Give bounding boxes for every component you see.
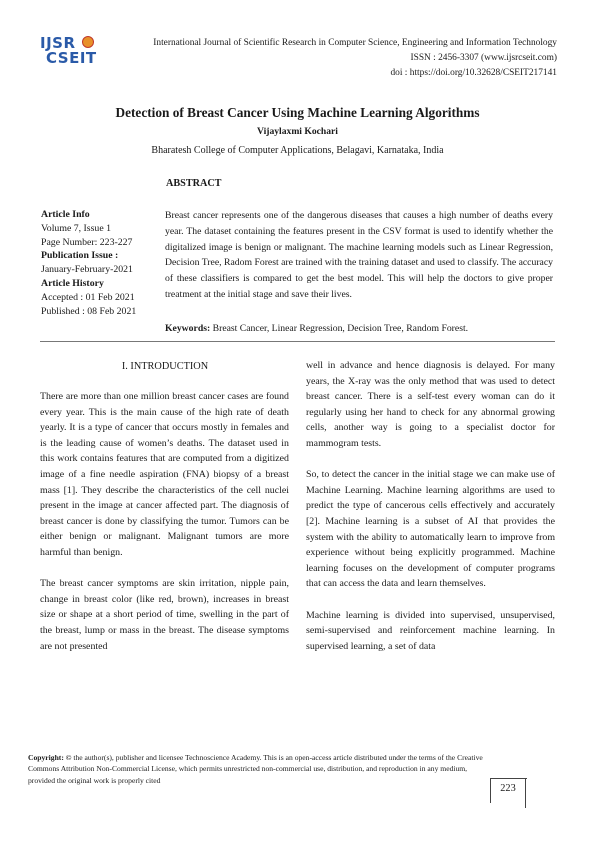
copyright-label: Copyright: © [28,753,72,762]
paper-affiliation: Bharatesh College of Computer Applications, Belagavi, Karnataka, India [151,145,444,156]
journal-header [97,36,557,81]
copyright-text: the author(s), publisher and licensee Technoscience Academy. This is an open-access article distributed under the terms of the Creative Commons Attribution Non-Commercial License, which permits unrestricted non-commercial use, distribution, and reproduction in any medium, provided the original work is properly cited [28,753,483,785]
copyright-notice [28,752,488,786]
article-info-heading: Article Info [41,209,90,220]
logo-text-bottom: CSEIT [46,49,97,67]
keywords [165,322,553,336]
intro-paragraph: The breast cancer symptoms are skin irritation, nipple pain, change in breast color (like red, brown), increases in breast size or shape at a short period of time, swelling in the part of the breast, lump or mass in the breast. The disease symptoms are not presented [40,578,289,652]
intro-paragraph: well in advance and hence diagnosis is delayed. For many years, the X-ray was the only method that was used to detect breast cancer. There is a self-test every woman can do it regularly using her hand to check for any abnormal growing cells, another way is going to a specialist doctor for mammogram tests. [306,360,555,449]
intro-paragraph: So, to detect the cancer in the initial stage we can make use of Machine Learning. Machine learning algorithms are used to predict the type of cancerous cells effectively and accurately [2]. Machine learning is a subset of AI that provides the system with the ability to automatically learn to improve from experience without being explicitly programmed. Machine learning focuses on the development of computer programs that can access the data and learn themselves. [306,469,555,590]
article-history-heading: Article History [41,277,104,289]
article-volume: Volume 7, Issue 1 [41,222,112,234]
keywords-list: Breast Cancer, Linear Regression, Decision Tree, Random Forest. [210,323,469,334]
publication-issue-heading: Publication Issue : [41,250,119,262]
section-divider [40,341,555,342]
keywords-label: Keywords: [165,323,211,334]
page-number: 223 [500,783,516,794]
paper-title: Detection of Breast Cancer Using Machine Learning Algorithms [115,105,480,120]
paper-author: Vijaylaxmi Kochari [257,126,338,137]
journal-logo [40,34,102,70]
logo-globe-icon [82,36,94,48]
journal-doi[interactable]: doi : https://doi.org/10.32628/CSEIT217141 [390,68,557,78]
journal-issn: ISSN : 2456-3307 (www.ijsrcseit.com) [410,53,557,63]
intro-paragraph: Machine learning is divided into supervised, unsupervised, semi-supervised and reinforcement machine learning. In supervised learning, a set of data [306,609,555,652]
abstract-text: Breast cancer represents one of the dangerous diseases that causes a high number of deaths every year. The dataset containing the features present in the CSV format is used to identify whether the digitalized image is benign or malignant. The machine learning models such as Linear Regression, Decision Tree, Radom Forest are trained with the training dataset and used to classify. The accuracy of these classifiers is compared to get the best model. This will help the doctors to give proper treatment at the initial stage and save their lives. [165,210,553,300]
introduction-heading: I. INTRODUCTION [121,361,209,372]
left-column [40,389,289,670]
published-date: Published : 08 Feb 2021 [41,305,137,317]
journal-name: International Journal of Scientific Research in Computer Science, Engineering and Information Technology [153,38,557,48]
publication-issue: January-February-2021 [41,264,133,276]
abstract-heading: ABSTRACT [166,178,222,189]
logo-text-top: IJSR [40,34,76,52]
accepted-date: Accepted : 01 Feb 2021 [41,291,135,303]
article-info [41,208,159,318]
article-pages: Page Number: 223-227 [41,236,133,248]
right-column [306,358,555,670]
intro-paragraph: There are more than one million breast cancer cases are found every year. This is the main cause of the high rate of death yearly. It is a type of cancer that occurs mostly in females and is the leading cause of women’s deaths. The dataset used in this work contains features that are computed from a digitized image of a fine needle aspiration (FNA) biopsy of a breast mass [1]. They describe the characteristics of the cell nuclei present in the image at cancer affected part. The diagnosis of breast cancer is done by classifying the tumor. Tumors can be either benign or malignant. Malignant tumors are more harmful than benign. [40,391,289,558]
